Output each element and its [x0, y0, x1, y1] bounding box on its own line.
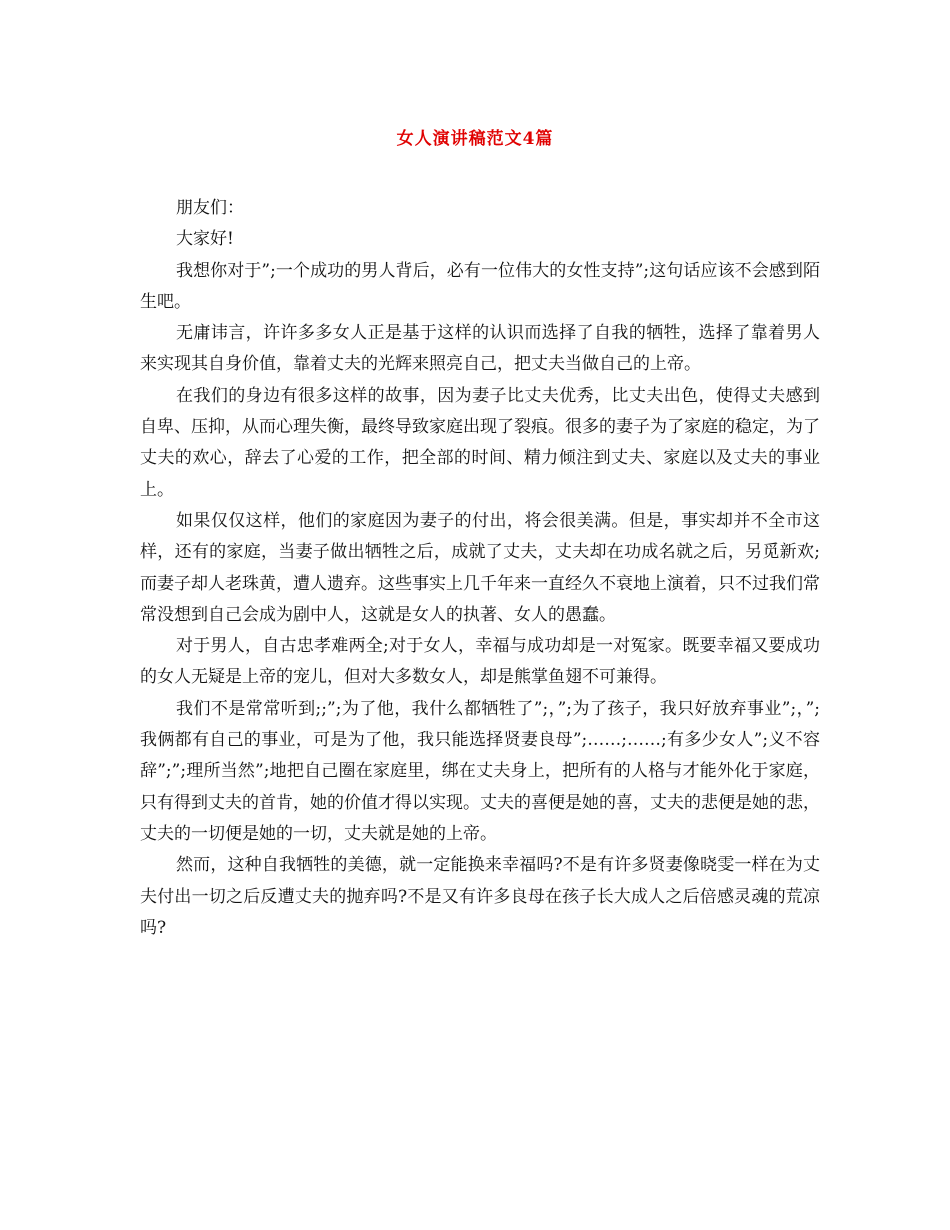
document-title: 女人演讲稿范文4篇 [396, 129, 554, 149]
paragraph: 无庸讳言，许许多多女人正是基于这样的认识而选择了自我的牺牲，选择了靠着男人来实现其自身价值，靠着丈夫的光辉来照亮自己，把丈夫当做自己的上帝。 [140, 323, 820, 375]
paragraph: 在我们的身边有很多这样的故事，因为妻子比丈夫优秀，比丈夫出色，使得丈夫感到自卑、压抑，从而心理失衡，最终导致家庭出现了裂痕。很多的妻子为了家庭的稳定，为了丈夫的欢心，辞去了心爱的工作，把全部的时间、精力倾注到丈夫、家庭以及丈夫的事业上。 [140, 385, 820, 500]
paragraph: 如果仅仅这样，他们的家庭因为妻子的付出，将会很美满。但是，事实却并不全市这样，还有的家庭，当妻子做出牺牲之后，成就了丈夫，丈夫却在功成名就之后，另觅新欢;而妻子却人老珠黄，遭人遗弃。这些事实上几千年来一直经久不衰地上演着，只不过我们常常没想到自己会成为剧中人，这就是女人的执著、女人的愚蠢。 [140, 510, 820, 625]
paragraph: 我想你对于”;一个成功的男人背后，必有一位伟大的女性支持”;这句话应该不会感到陌生吧。 [140, 260, 820, 312]
paragraph: 然而，这种自我牺牲的美德，就一定能换来幸福吗?不是有许多贤妻像晓雯一样在为丈夫付出一切之后反遭丈夫的抛弃吗?不是又有许多良母在孩子长大成人之后倍感灵魂的荒凉吗? [140, 855, 820, 938]
paragraph-hello: 大家好! [176, 229, 234, 250]
paragraph-greeting: 朋友们： [176, 198, 244, 218]
paragraph: 我们不是常常听到;;”;为了他，我什么都牺牲了”;，”;为了孩子，我只好放弃事业”;，”;我俩都有自己的事业，可是为了他，我只能选择贤妻良母”;……;……;有多少女人”;义不容辞”;”;理所当然”;地把自己圈在家庭里，绑在丈夫身上，把所有的人格与才能外化于家庭，只有得到丈夫的首肯，她的价值才得以实现。丈夫的喜便是她的喜，丈夫的悲便是她的悲，丈夫的一切便是她的一切，丈夫就是她的上帝。 [140, 698, 820, 844]
document-body [140, 193, 820, 944]
paragraph: 对于男人，自古忠孝难两全;对于女人，幸福与成功却是一对冤家。既要幸福又要成功的女人无疑是上帝的宠儿，但对大多数女人，却是熊掌鱼翅不可兼得。 [140, 636, 820, 688]
